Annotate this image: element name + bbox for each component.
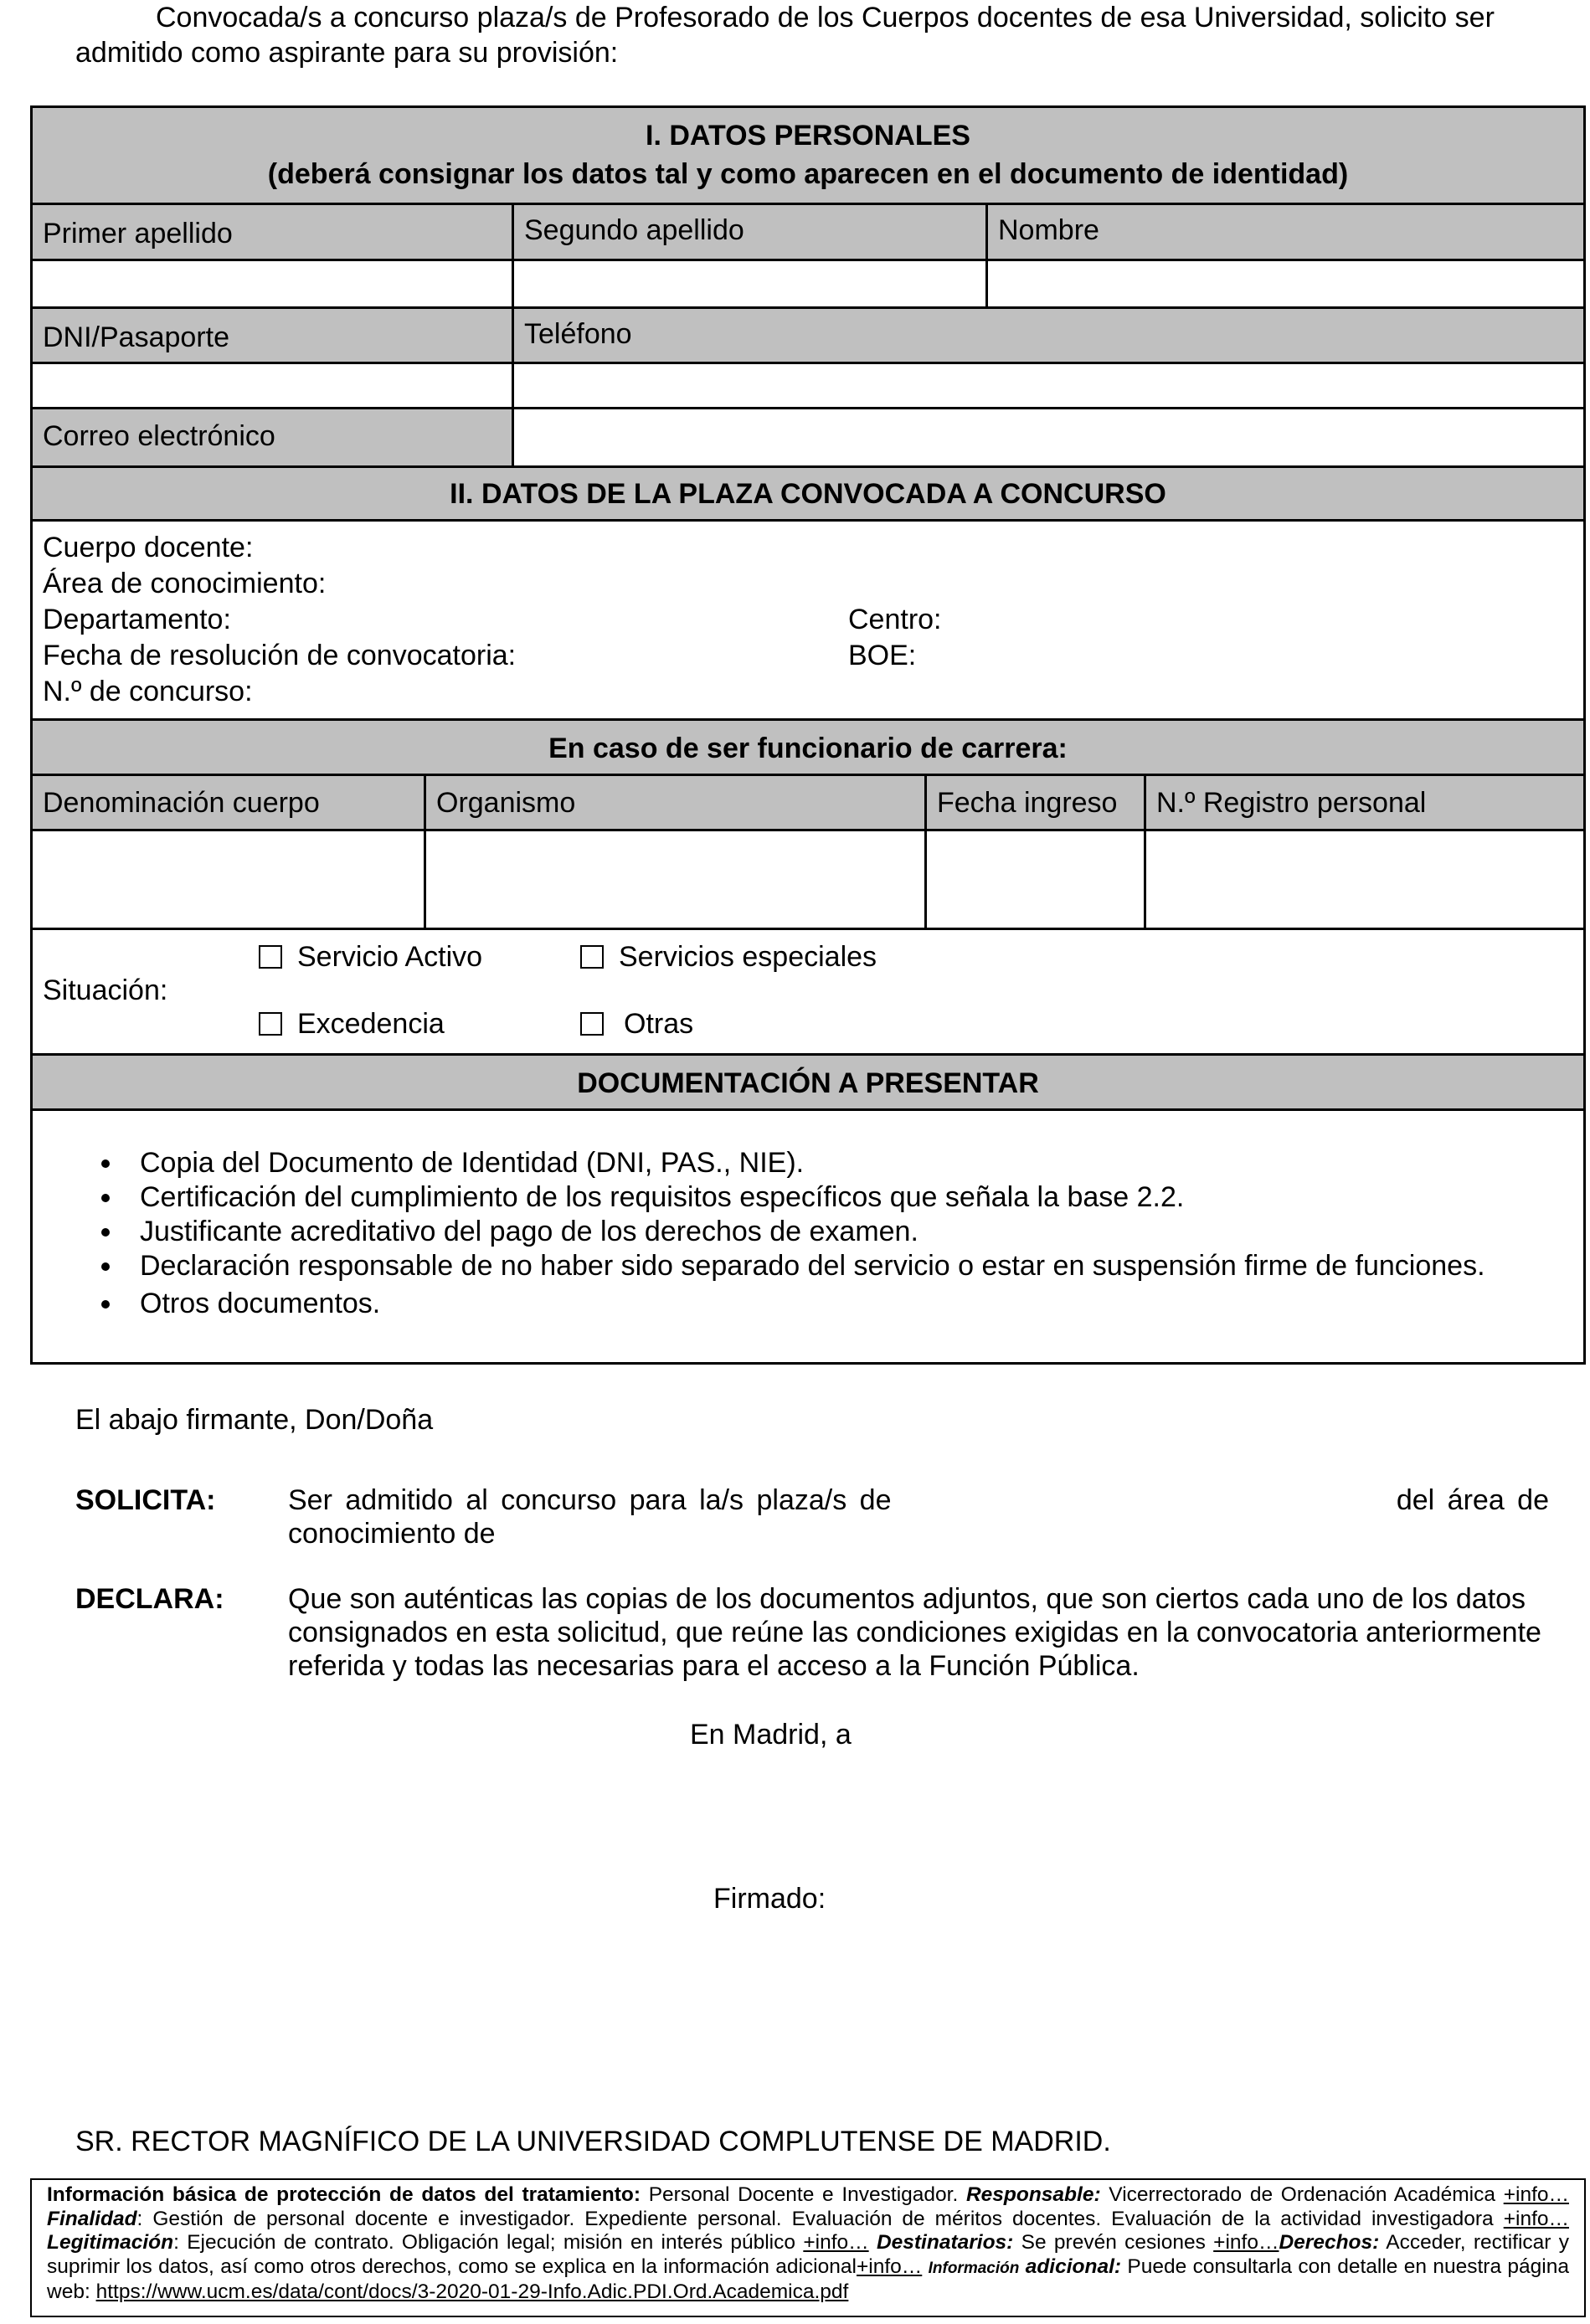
doc-item: Declaración responsable de no haber sido separado del servicio o estar en suspensión firme de funciones.: [101, 1249, 1485, 1283]
declara-line-3: referida y todas las necesarias para el acceso a la Función Pública.: [288, 1650, 1140, 1682]
solicita-label: SOLICITA:: [75, 1484, 216, 1516]
derechos-label: Derechos:: [1279, 2231, 1380, 2254]
data-protection-box: [30, 2178, 1586, 2317]
legitimacion-text: : Ejecución de contrato. Obligación legal; misión en interés público: [173, 2231, 796, 2254]
intro-line-2: admitido como aspirante para su provisión:: [75, 37, 619, 69]
solicita-line-1b: del área de: [1396, 1484, 1549, 1516]
plaza-details: [33, 522, 1583, 721]
destinatarios-label: Destinatarios:: [876, 2231, 1014, 2254]
telefono-label: Teléfono: [524, 318, 632, 350]
personal-data-header: [33, 108, 1583, 205]
fecha-resolucion-label: Fecha de resolución de convocatoria:: [43, 640, 517, 671]
segundo-apellido-field[interactable]: [514, 261, 988, 306]
declara-line-2: consignados en esta solicitud, que reúne las condiciones exigidas en la convocatoria anteriormente: [288, 1617, 1541, 1648]
legitimacion-label: Legitimación: [47, 2231, 174, 2254]
documentacion-list: [101, 1146, 1485, 1321]
doc-item: Otros documentos.: [101, 1287, 1485, 1321]
organismo-label: Organismo: [426, 776, 927, 829]
documentacion-header: [33, 1056, 1583, 1111]
fecha-ingreso-label: Fecha ingreso: [927, 776, 1146, 829]
rector-address: SR. RECTOR MAGNÍFICO DE LA UNIVERSIDAD COMPLUTENSE DE MADRID.: [75, 2126, 1111, 2157]
adicional-text: Puede consultarla con detalle en nuestra página web:: [47, 2255, 1569, 2303]
info-url-link[interactable]: https://www.ucm.es/data/cont/docs/3-2020-01-29-Info.Adic.PDI.Ord.Academica.pdf: [95, 2280, 849, 2303]
otras-checkbox[interactable]: [580, 1012, 604, 1036]
names-input-row: [33, 261, 1583, 309]
funcionario-input-row: [33, 831, 1583, 930]
finalidad-label: Finalidad: [47, 2207, 137, 2230]
boe-label: BOE:: [848, 640, 917, 671]
doc-item: Certificación del cumplimiento de los requisitos específicos que señala la base 2.2.: [101, 1180, 1485, 1215]
lugar-fecha: En Madrid, a: [690, 1719, 852, 1751]
personal-data-title: I. DATOS PERSONALES: [646, 120, 970, 152]
denominacion-cuerpo-label: Denominación cuerpo: [33, 776, 426, 829]
application-form: [30, 105, 1586, 1365]
solicita-text: [288, 1483, 1549, 1550]
finalidad-text: : Gestión de personal docente e investigador. Expediente personal. Evaluación de méritos docentes. Evaluación de la actividad investigadora: [136, 2207, 1494, 2230]
destinatarios-text: Se prevén cesiones: [1021, 2231, 1206, 2254]
primer-apellido-field[interactable]: [33, 261, 514, 306]
info-link[interactable]: +info…: [1213, 2231, 1279, 2254]
num-concurso-label: N.º de concurso:: [43, 676, 253, 707]
doc-item: Justificante acreditativo del pago de los derechos de examen.: [101, 1215, 1485, 1249]
cuerpo-docente-label: Cuerpo docente:: [43, 532, 254, 563]
otras-text: Otras: [624, 1008, 694, 1040]
servicio-activo-option[interactable]: [259, 942, 482, 972]
info-link[interactable]: +info…: [1503, 2207, 1569, 2230]
documentacion-title: DOCUMENTACIÓN A PRESENTAR: [577, 1067, 1039, 1099]
solicita-line-1: Ser admitido al concurso para la/s plaza/s de: [288, 1484, 892, 1516]
plaza-header: [33, 468, 1583, 522]
declara-line-1: Que son auténticas las copias de los documentos adjuntos, que son ciertos cada uno de los datos: [288, 1583, 1526, 1615]
plaza-title: II. DATOS DE LA PLAZA CONVOCADA A CONCURSO: [450, 478, 1166, 510]
documentacion-body: [33, 1111, 1583, 1362]
responsable-label: Responsable:: [965, 2183, 1101, 2206]
declara-text: [288, 1582, 1552, 1683]
nombre-label: Nombre: [998, 214, 1099, 246]
firmante-text: El abajo firmante, Don/Doña: [75, 1404, 434, 1436]
dni-label: DNI/Pasaporte: [33, 309, 514, 362]
servicios-especiales-text: Servicios especiales: [619, 941, 877, 973]
funcionario-label-row: [33, 776, 1583, 831]
funcionario-header: [33, 721, 1583, 776]
info-basica-label: Información básica de protección de datos del tratamiento:: [47, 2183, 641, 2206]
denominacion-cuerpo-field[interactable]: [33, 831, 426, 928]
names-label-row: [33, 205, 1583, 261]
personal-data-subtitle: (deberá consignar los datos tal y como aparecen en el documento de identidad): [267, 158, 1349, 190]
centro-label: Centro:: [848, 604, 942, 635]
servicio-activo-text: Servicio Activo: [297, 941, 483, 973]
dni-field[interactable]: [33, 364, 514, 407]
excedencia-text: Excedencia: [297, 1008, 445, 1040]
registro-personal-field[interactable]: [1146, 831, 1588, 928]
fecha-ingreso-field[interactable]: [927, 831, 1146, 928]
correo-field[interactable]: [514, 409, 1588, 465]
doc-item: Copia del Documento de Identidad (DNI, PAS., NIE).: [101, 1146, 1485, 1180]
intro-line-1: Convocada/s a concurso plaza/s de Profesorado de los Cuerpos docentes de esa Universidad, solicito ser: [156, 2, 1495, 33]
adicional-label-1: Información: [928, 2259, 1020, 2277]
registro-personal-label: N.º Registro personal: [1156, 787, 1427, 819]
intro-text: [75, 0, 1549, 70]
tratamiento-text: Personal Docente e Investigador.: [648, 2183, 959, 2206]
segundo-apellido-label: Segundo apellido: [514, 205, 988, 259]
telefono-field[interactable]: [514, 364, 1588, 407]
dni-phone-input-row: [33, 364, 1583, 409]
otras-option[interactable]: [580, 1009, 693, 1039]
declara-label: DECLARA:: [75, 1583, 224, 1615]
nombre-field[interactable]: [988, 261, 1588, 306]
situacion-label: Situación:: [43, 974, 168, 1006]
derechos-text: Acceder, rectificar y suprimir los datos, así como otros derechos, como se explica en la información adicional: [47, 2231, 1570, 2278]
servicios-especiales-option[interactable]: [580, 942, 877, 972]
info-link[interactable]: +info…: [856, 2255, 923, 2278]
servicio-activo-checkbox[interactable]: [259, 945, 282, 969]
correo-label: Correo electrónico: [33, 409, 514, 465]
organismo-field[interactable]: [426, 831, 927, 928]
funcionario-title: En caso de ser funcionario de carrera:: [548, 733, 1068, 764]
adicional-label-2: adicional:: [1025, 2255, 1122, 2278]
dni-phone-label-row: [33, 309, 1583, 364]
area-conocimiento-label: Área de conocimiento:: [43, 568, 327, 599]
email-row: [33, 409, 1583, 468]
info-link[interactable]: +info…: [1503, 2183, 1569, 2206]
info-link[interactable]: +info…: [803, 2231, 869, 2254]
situacion-row: [33, 930, 1583, 1056]
excedencia-option[interactable]: [259, 1009, 445, 1039]
excedencia-checkbox[interactable]: [259, 1012, 282, 1036]
departamento-label: Departamento:: [43, 604, 231, 635]
responsable-text: Vicerrectorado de Ordenación Académica: [1109, 2183, 1495, 2206]
firmado-label: Firmado:: [713, 1883, 826, 1915]
primer-apellido-label: Primer apellido: [33, 205, 514, 259]
servicios-especiales-checkbox[interactable]: [580, 945, 604, 969]
solicita-line-2: conocimiento de: [288, 1518, 496, 1550]
